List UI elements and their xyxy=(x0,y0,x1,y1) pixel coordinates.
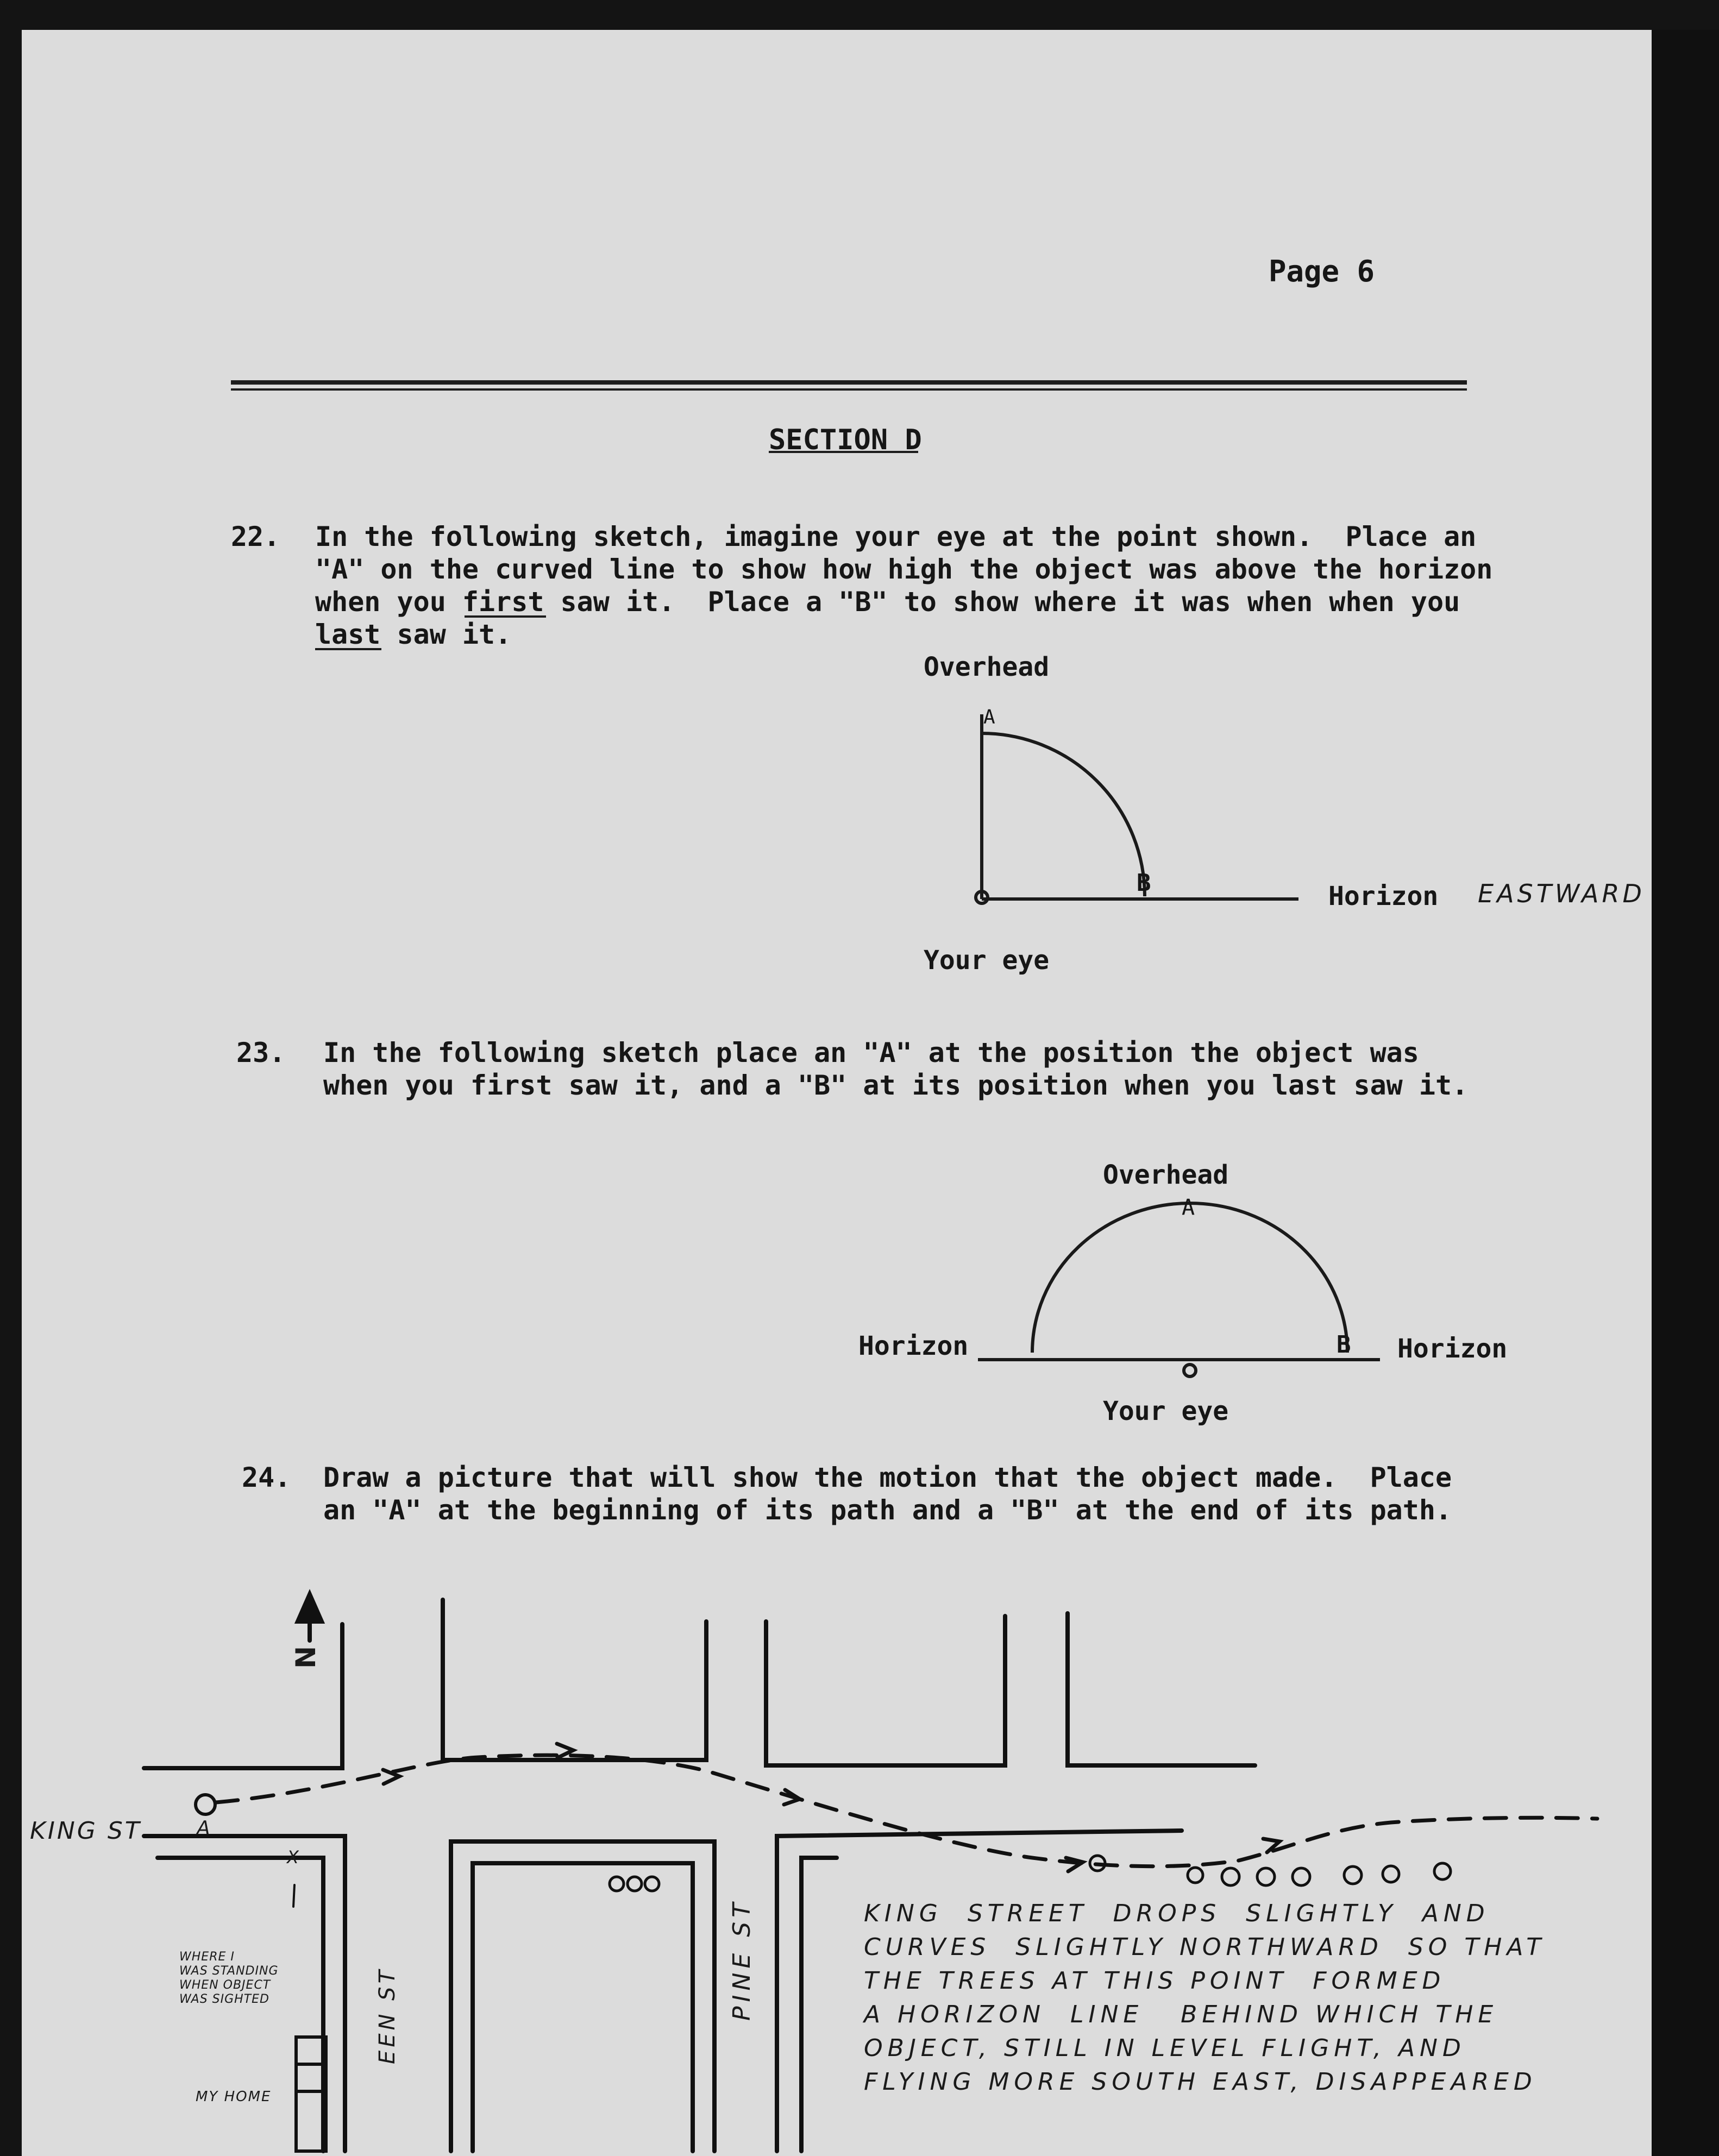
block-upper-2 xyxy=(443,1600,706,1760)
header-rule-thick xyxy=(231,380,1467,385)
note-pointer xyxy=(293,1885,294,1907)
q23-horizon-left-label: Horizon xyxy=(858,1331,969,1361)
tree xyxy=(1188,1868,1203,1883)
q23-line-2: when you first saw it, and a "B" at its position when you last saw it. xyxy=(323,1070,1469,1101)
q22-overhead-label: Overhead xyxy=(924,652,1050,682)
q24-line-2: an "A" at the beginning of its path and a "B" at the end of its path. xyxy=(323,1494,1452,1526)
q22-arc xyxy=(982,733,1145,896)
path-arrow xyxy=(1066,1858,1083,1871)
page-number: Page 6 xyxy=(1269,254,1375,288)
q23-horizon-right-label: Horizon xyxy=(1397,1334,1508,1364)
note-line: CURVES SLIGHTLY NORTHWARD SO THAT xyxy=(864,1933,1546,1961)
section-title: SECTION D xyxy=(769,424,922,456)
tree xyxy=(610,1877,624,1891)
map-pine-st-label: PINE ST xyxy=(728,1898,756,2021)
q22-horizon-label: Horizon xyxy=(1328,881,1439,912)
q22-mark-b: B xyxy=(1137,869,1151,897)
header-rule-thin xyxy=(231,388,1467,391)
tree xyxy=(1383,1866,1399,1882)
north-arrow-head xyxy=(298,1594,322,1621)
q24-line-1: Draw a picture that will show the motion that the object made. Place xyxy=(323,1462,1452,1493)
block-upper-4 xyxy=(1068,1613,1255,1765)
note-line: FLYING MORE SOUTH EAST, DISAPPEARED xyxy=(864,2068,1537,2096)
q23-mark-a: A xyxy=(1182,1195,1195,1220)
tree xyxy=(628,1877,642,1891)
q23-line-1: In the following sketch place an "A" at the position the object was xyxy=(323,1037,1419,1068)
q23-number: 23. xyxy=(236,1037,286,1068)
tree xyxy=(1344,1866,1362,1884)
note-line: THE TREES AT THIS POINT FORMED xyxy=(864,1967,1446,1995)
q22-line-2: "A" on the curved line to show how high the object was above the horizon xyxy=(315,554,1493,585)
q22-eye-label: Your eye xyxy=(924,945,1050,976)
path-start-point xyxy=(196,1795,215,1814)
q22-handwritten-note: EASTWARD xyxy=(1478,879,1645,908)
q24-number: 24. xyxy=(242,1462,291,1493)
tree xyxy=(1222,1868,1239,1885)
map-handwritten-note xyxy=(864,1897,1546,2099)
map-north-label: N xyxy=(290,1638,322,1669)
tree xyxy=(1293,1868,1310,1885)
q23-arc xyxy=(1032,1203,1347,1353)
map-start-mark: A xyxy=(197,1817,210,1839)
block-lower-2 xyxy=(451,1841,714,2151)
q23-overhead-label: Overhead xyxy=(1103,1160,1229,1190)
q23-eye-label: Your eye xyxy=(1103,1396,1229,1426)
note-line: A HORIZON LINE BEHIND WHICH THE xyxy=(864,2001,1498,2028)
note-line: KING STREET DROPS SLIGHTLY AND xyxy=(864,1900,1490,1927)
map-queen-st-label: EEN ST xyxy=(375,1966,400,2064)
block-lower-2-inner xyxy=(473,1863,693,2151)
q22-line-4: last saw it. xyxy=(315,619,512,650)
block-upper-3 xyxy=(766,1616,1005,1765)
q22-line-3: when you first saw it. Place a "B" to show where it was when when you xyxy=(315,586,1460,618)
q22-mark-a: A xyxy=(983,706,995,728)
q23-eye-point xyxy=(1184,1365,1196,1376)
q22-line-1: In the following sketch, imagine your eye at the point shown. Place an xyxy=(315,521,1477,552)
q23-mark-b: B xyxy=(1337,1331,1351,1359)
tree xyxy=(645,1877,659,1891)
tree xyxy=(1434,1863,1451,1880)
block-lower-3-inner xyxy=(801,1858,837,2151)
map-where-note: WHERE I WAS STANDING WHEN OBJECT WAS SIGHTED xyxy=(179,1950,279,2006)
note-line: OBJECT, STILL IN LEVEL FLIGHT, AND xyxy=(864,2034,1466,2062)
map-king-st-label: KING ST xyxy=(30,1817,142,1845)
flight-path xyxy=(216,1755,1597,1866)
q22-number: 22. xyxy=(231,521,280,552)
tree xyxy=(1257,1868,1275,1885)
map-x-mark: X xyxy=(287,1847,299,1868)
map-my-home-label: MY HOME xyxy=(196,2089,272,2105)
q23-sketch xyxy=(978,1203,1380,1376)
